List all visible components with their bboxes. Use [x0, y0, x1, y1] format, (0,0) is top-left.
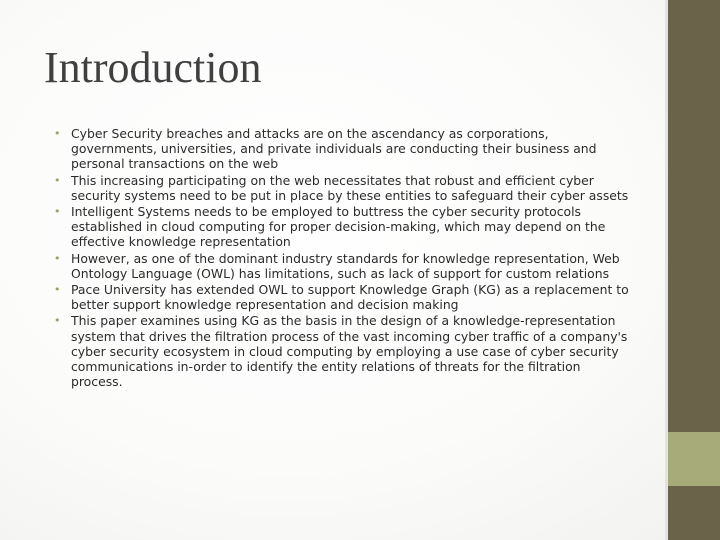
bullet-item [54, 126, 632, 172]
bullet-text: Intelligent Systems needs to be employed to buttress the cyber security protocols established in cloud computing for proper decision-making, which may depend on the effective knowledge representation [71, 204, 606, 250]
sidebar-accent-block [668, 432, 720, 486]
bullet-text: Cyber Security breaches and attacks are on the ascendancy as corporations, governments, universities, and private individuals are conducting their business and personal transactions on the web [71, 126, 597, 172]
bullet-text: However, as one of the dominant industry standards for knowledge representation, Web Ontology Language (OWL) has limitations, such as lack of support for custom relations [71, 250, 620, 281]
bullet-text: This paper examines using KG as the basis in the design of a knowledge-representation system that drives the filtration process of the vast incoming cyber traffic of a company's cyber security ecosystem in cloud computing by employing a use case of cyber security communications in-order to identify the entity relations of threats for the filtration process. [71, 313, 628, 390]
slide-title: Introduction [44, 43, 262, 92]
bullet-icon: • [54, 205, 61, 219]
bullet-item [54, 251, 632, 281]
bullet-item [54, 173, 632, 203]
bullet-icon: • [54, 314, 61, 328]
bullet-item [54, 204, 632, 250]
bullet-icon: • [54, 251, 61, 265]
bullet-icon: • [54, 127, 61, 140]
bullet-icon: • [54, 173, 61, 187]
bullet-item [54, 282, 632, 312]
bullet-icon: • [54, 283, 61, 297]
bullet-text: Pace University has extended OWL to support Knowledge Graph (KG) as a replacement to better support knowledge representation and decision making [71, 282, 629, 313]
bullet-item [54, 313, 632, 389]
bullet-list [54, 126, 632, 390]
bullet-text: This increasing participating on the web necessitates that robust and efficient cyber security systems need to be put in place by these entities to safeguard their cyber assets [71, 172, 629, 203]
